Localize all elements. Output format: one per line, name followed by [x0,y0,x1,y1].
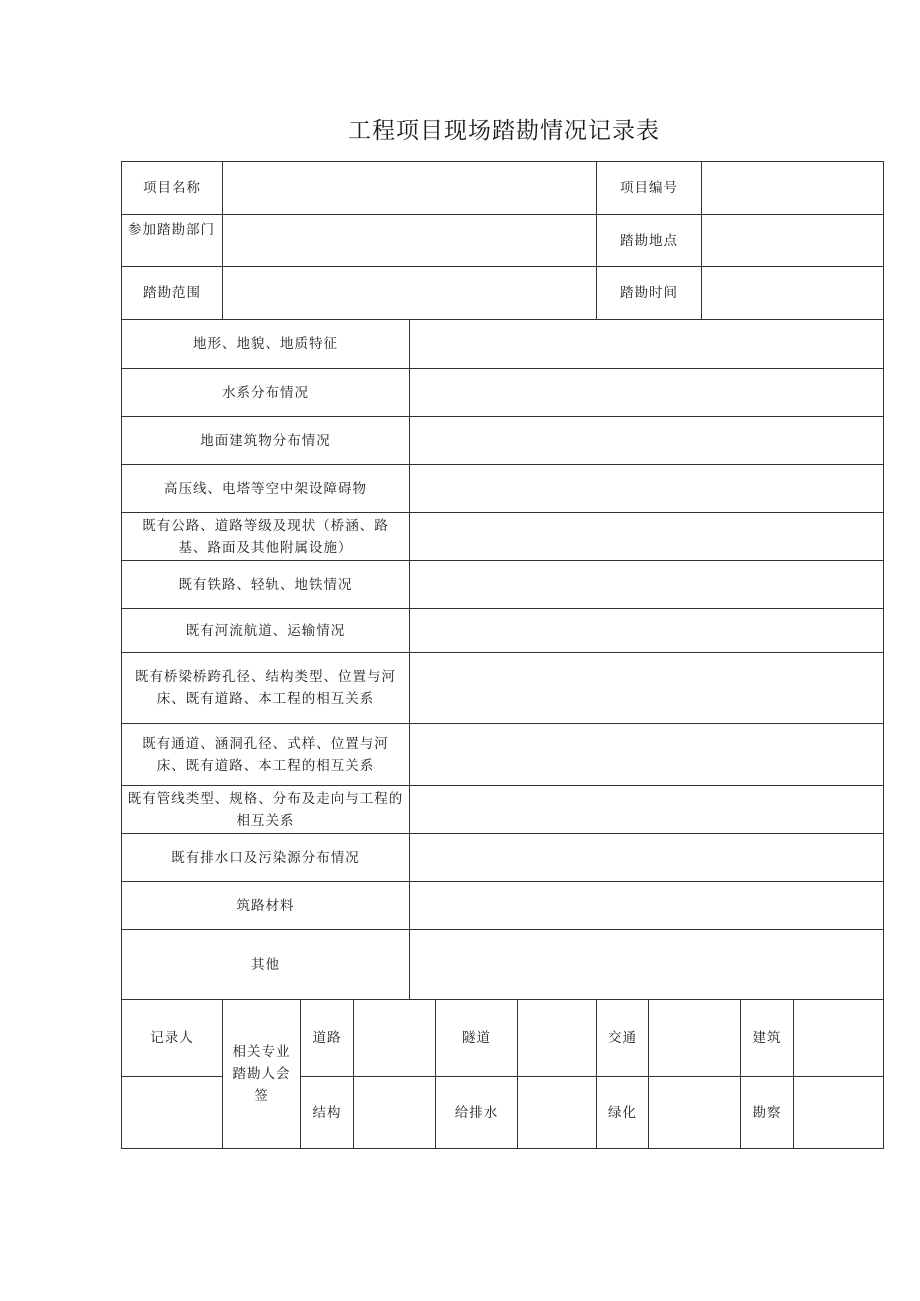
item-label: 地形、地貌、地质特征 [193,336,338,352]
item-label: 水系分布情况 [222,384,309,401]
project-name-label: 项目名称 [143,180,201,196]
dept-label: 参加踏勘部门 [128,222,215,238]
recorder-label: 记录人 [150,1030,194,1046]
tunnel-label: 隧道 [462,1030,491,1046]
drainage-label: 给排水 [454,1104,499,1121]
traffic-label: 交通 [608,1030,637,1046]
item-label: 既有通道、涵洞孔径、式样、位置与河床、既有道路、本工程的相互关系 [142,735,389,774]
item-label: 既有桥梁桥跨孔径、结构类型、位置与河床、既有道路、本工程的相互关系 [135,669,396,707]
road-label: 道路 [312,1030,342,1046]
scope-label: 踏勘范围 [143,285,201,301]
item-label: 地面建筑物分布情况 [200,432,331,449]
item-label: 既有铁路、轻轨、地铁情况 [178,576,353,593]
structure-label: 结构 [312,1104,342,1121]
survey-label: 勘察 [752,1104,782,1121]
item-label: 既有排水口及污染源分布情况 [171,849,360,866]
building-label: 建筑 [752,1030,782,1046]
item-label: 筑路材料 [236,897,295,914]
item-label: 既有管线类型、规格、分布及走向与工程的相互关系 [127,790,404,829]
item-label: 既有公路、道路等级及现状（桥涵、路基、路面及其他附属设施） [142,517,389,556]
project-no-label: 项目编号 [620,180,678,196]
page-title: 工程项目现场踏勘情况记录表 [348,118,660,144]
location-label: 踏勘地点 [620,232,678,249]
greening-label: 绿化 [608,1104,637,1121]
time-label: 踏勘时间 [620,285,678,301]
sign-label: 相关专业踏勘人会签 [232,1044,291,1104]
item-label: 高压线、电塔等空中架设障碍物 [164,480,367,497]
item-label: 既有河流航道、运输情况 [185,622,346,639]
item-label: 其他 [251,956,280,973]
